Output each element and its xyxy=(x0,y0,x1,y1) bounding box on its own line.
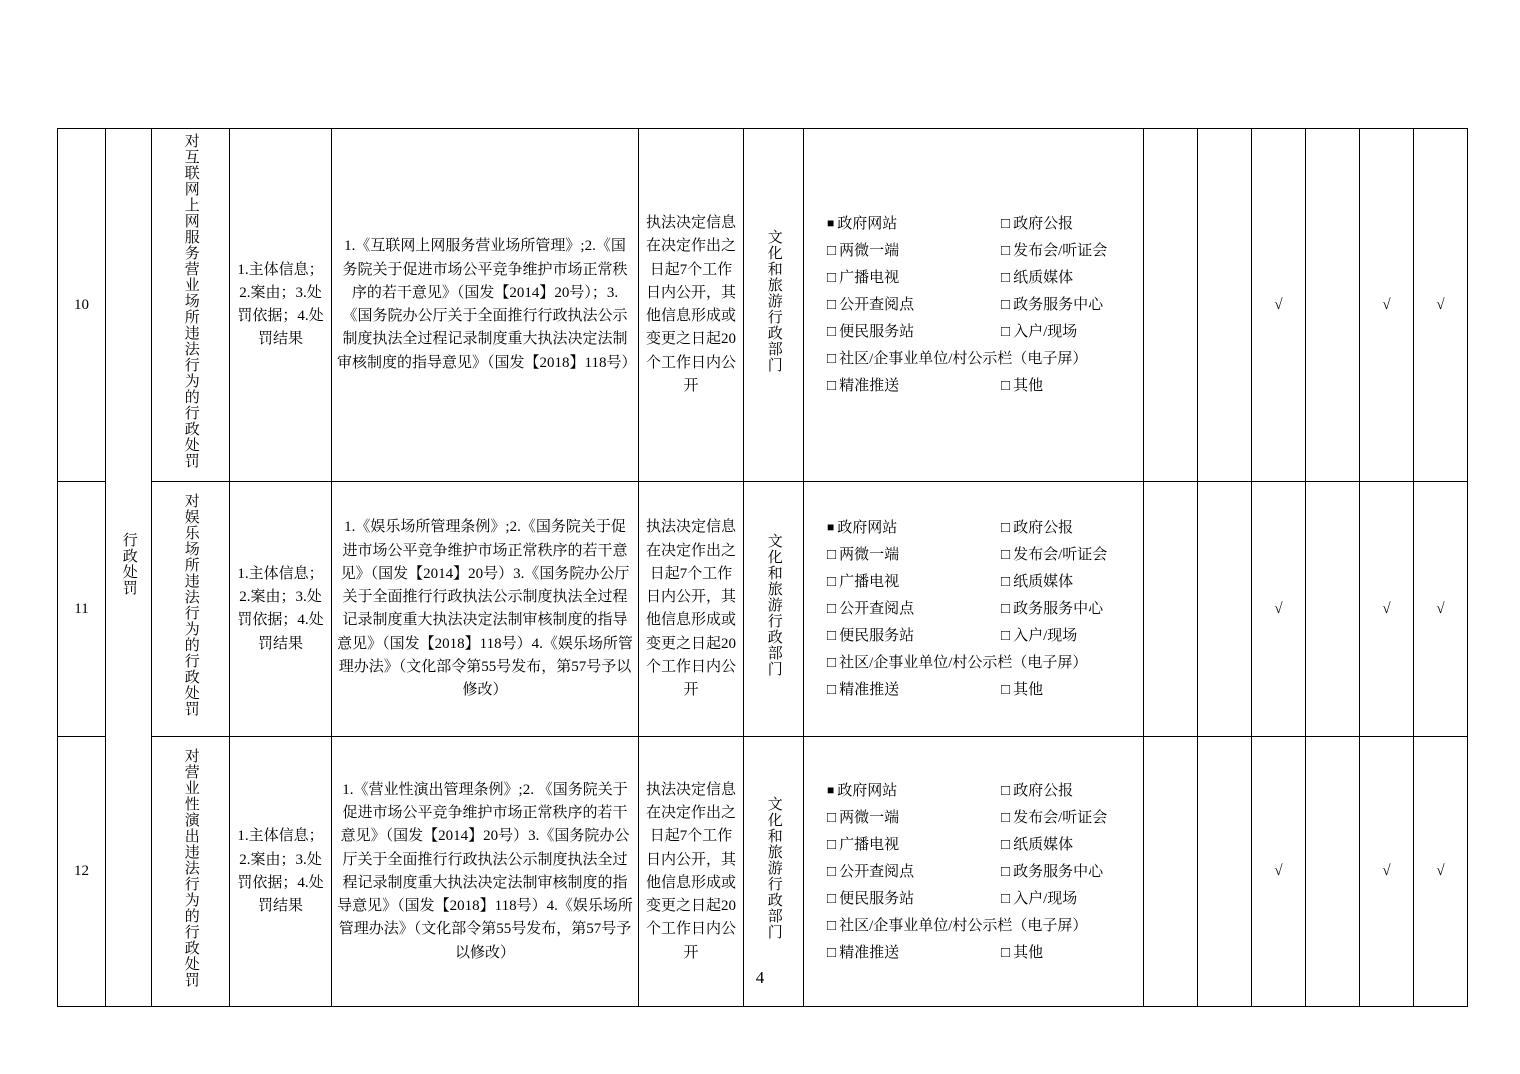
row-channels xyxy=(804,129,1144,482)
row-number: 11 xyxy=(58,482,106,737)
row-content: 1.主体信息；2.案由；3.处罚依据；4.处罚结果 xyxy=(230,129,332,482)
channel-weibo-wechat-app[interactable]: □ 两微一端 xyxy=(827,239,977,263)
check-cell-5: √ xyxy=(1360,737,1414,1007)
check-cell-4 xyxy=(1306,129,1360,482)
row-basis: 1.《娱乐场所管理条例》;2.《国务院关于促进市场公平竞争维护市场正常秩序的若干意见》（国发【2014】20号）3.《国务院办公厅关于全面推行行政执法公示制度执法全过程记录制度重大执法决定法制审核制度的指导意见》（国发【2018】118号）4.《娱乐场所管理办法》（文化部令第55号发布，第57号予以修改） xyxy=(332,482,639,737)
check-cell-5: √ xyxy=(1360,482,1414,737)
channel-other[interactable]: □ 其他 xyxy=(1001,374,1161,398)
row-dept-text: 文化和旅游行政部门 xyxy=(765,229,782,373)
check-cell-4 xyxy=(1306,482,1360,737)
row-category-text: 行政处罚 xyxy=(120,531,137,596)
row-basis: 1.《互联网上网服务营业场所管理》;2.《国务院关于促进市场公平竞争维护市场正常秩序的若干意见》（国发【2014】20号）；3.《国务院办公厅关于全面推行行政执法公示制度执法全过程记录制度重大执法决定法制审核制度的指导意见》（国发【2018】118号） xyxy=(332,129,639,482)
channel-gov-website[interactable]: ■ 政府网站 xyxy=(827,516,977,540)
channel-community-bulletin[interactable]: □ 社区/企事业单位/村公示栏（电子屏） xyxy=(809,651,1087,675)
channel-service-center[interactable]: □ 政务服务中心 xyxy=(1001,860,1161,884)
channel-broadcast-tv[interactable]: □ 广播电视 xyxy=(827,266,977,290)
row-item-text: 对互联网上网服务营业场所违法行为的行政处罚 xyxy=(182,133,199,469)
row-item xyxy=(152,129,230,482)
row-content: 1.主体信息；2.案由；3.处罚依据；4.处罚结果 xyxy=(230,737,332,1007)
row-time: 执法决定信息在决定作出之日起7个工作日内公开，其他信息形成或变更之日起20个工作日内公开 xyxy=(639,737,744,1007)
channel-public-reading-point[interactable]: □ 公开查阅点 xyxy=(827,860,977,884)
row-time: 执法决定信息在决定作出之日起7个工作日内公开，其他信息形成或变更之日起20个工作日内公开 xyxy=(639,129,744,482)
check-cell-5: √ xyxy=(1360,129,1414,482)
channel-community-bulletin[interactable]: □ 社区/企事业单位/村公示栏（电子屏） xyxy=(809,914,1087,938)
channel-press-hearing[interactable]: □ 发布会/听证会 xyxy=(1001,806,1161,830)
row-time: 执法决定信息在决定作出之日起7个工作日内公开，其他信息形成或变更之日起20个工作日内公开 xyxy=(639,482,744,737)
row-category xyxy=(106,129,152,1007)
row-item-text: 对营业性演出违法行为的行政处罚 xyxy=(182,747,199,988)
channel-gov-website[interactable]: ■ 政府网站 xyxy=(827,212,977,236)
channel-gov-gazette[interactable]: □ 政府公报 xyxy=(1001,516,1161,540)
row-number: 12 xyxy=(58,737,106,1007)
row-basis: 1.《营业性演出管理条例》;2. 《国务院关于促进市场公平竞争维护市场正常秩序的若干意见》（国发【2014】20号）3.《国务院办公厅关于全面推行行政执法公示制度执法全过程记录制度重大执法决定法制审核制度的指导意见》（国发【2018】118号）4.《娱乐场所管理办法》（文化部令第55号发布，第57号予以修改） xyxy=(332,737,639,1007)
channel-press-hearing[interactable]: □ 发布会/听证会 xyxy=(1001,239,1161,263)
row-dept xyxy=(744,129,804,482)
row-dept-text: 文化和旅游行政部门 xyxy=(765,795,782,940)
row-item xyxy=(152,737,230,1007)
check-cell-2 xyxy=(1198,129,1252,482)
channel-convenience-station[interactable]: □ 便民服务站 xyxy=(827,624,977,648)
channel-service-center[interactable]: □ 政务服务中心 xyxy=(1001,597,1161,621)
channel-door-to-door[interactable]: □ 入户/现场 xyxy=(1001,320,1161,344)
channel-print-media[interactable]: □ 纸质媒体 xyxy=(1001,570,1161,594)
row-item-text: 对娱乐场所违法行为的行政处罚 xyxy=(182,493,199,718)
row-dept xyxy=(744,737,804,1007)
channel-print-media[interactable]: □ 纸质媒体 xyxy=(1001,266,1161,290)
check-cell-3: √ xyxy=(1252,737,1306,1007)
check-cell-6: √ xyxy=(1414,482,1468,737)
disclosure-table xyxy=(57,128,1468,1007)
channel-door-to-door[interactable]: □ 入户/现场 xyxy=(1001,624,1161,648)
check-cell-3: √ xyxy=(1252,482,1306,737)
row-number: 10 xyxy=(58,129,106,482)
row-item xyxy=(152,482,230,737)
channel-gov-website[interactable]: ■ 政府网站 xyxy=(827,779,977,803)
table-row xyxy=(58,129,1468,482)
page-number: 4 xyxy=(755,968,765,987)
channel-press-hearing[interactable]: □ 发布会/听证会 xyxy=(1001,543,1161,567)
channel-convenience-station[interactable]: □ 便民服务站 xyxy=(827,320,977,344)
channel-gov-gazette[interactable]: □ 政府公报 xyxy=(1001,212,1161,236)
channel-print-media[interactable]: □ 纸质媒体 xyxy=(1001,833,1161,857)
check-cell-2 xyxy=(1198,482,1252,737)
channel-community-bulletin[interactable]: □ 社区/企事业单位/村公示栏（电子屏） xyxy=(809,347,1087,371)
channel-precise-push[interactable]: □ 精准推送 xyxy=(827,678,977,702)
channel-broadcast-tv[interactable]: □ 广播电视 xyxy=(827,570,977,594)
channel-other[interactable]: □ 其他 xyxy=(1001,678,1161,702)
channel-precise-push[interactable]: □ 精准推送 xyxy=(827,941,977,965)
channel-public-reading-point[interactable]: □ 公开查阅点 xyxy=(827,597,977,621)
row-content: 1.主体信息；2.案由；3.处罚依据；4.处罚结果 xyxy=(230,482,332,737)
channel-broadcast-tv[interactable]: □ 广播电视 xyxy=(827,833,977,857)
check-cell-3: √ xyxy=(1252,129,1306,482)
channel-door-to-door[interactable]: □ 入户/现场 xyxy=(1001,887,1161,911)
channel-precise-push[interactable]: □ 精准推送 xyxy=(827,374,977,398)
channel-weibo-wechat-app[interactable]: □ 两微一端 xyxy=(827,543,977,567)
table-row xyxy=(58,737,1468,1007)
channel-convenience-station[interactable]: □ 便民服务站 xyxy=(827,887,977,911)
table-row xyxy=(58,482,1468,737)
channel-gov-gazette[interactable]: □ 政府公报 xyxy=(1001,779,1161,803)
row-dept-text: 文化和旅游行政部门 xyxy=(765,533,782,678)
row-channels xyxy=(804,482,1144,737)
channel-service-center[interactable]: □ 政务服务中心 xyxy=(1001,293,1161,317)
channel-other[interactable]: □ 其他 xyxy=(1001,941,1161,965)
check-cell-6: √ xyxy=(1414,737,1468,1007)
check-cell-4 xyxy=(1306,737,1360,1007)
channel-weibo-wechat-app[interactable]: □ 两微一端 xyxy=(827,806,977,830)
row-dept xyxy=(744,482,804,737)
channel-public-reading-point[interactable]: □ 公开查阅点 xyxy=(827,293,977,317)
check-cell-2 xyxy=(1198,737,1252,1007)
row-channels xyxy=(804,737,1144,1007)
check-cell-6: √ xyxy=(1414,129,1468,482)
